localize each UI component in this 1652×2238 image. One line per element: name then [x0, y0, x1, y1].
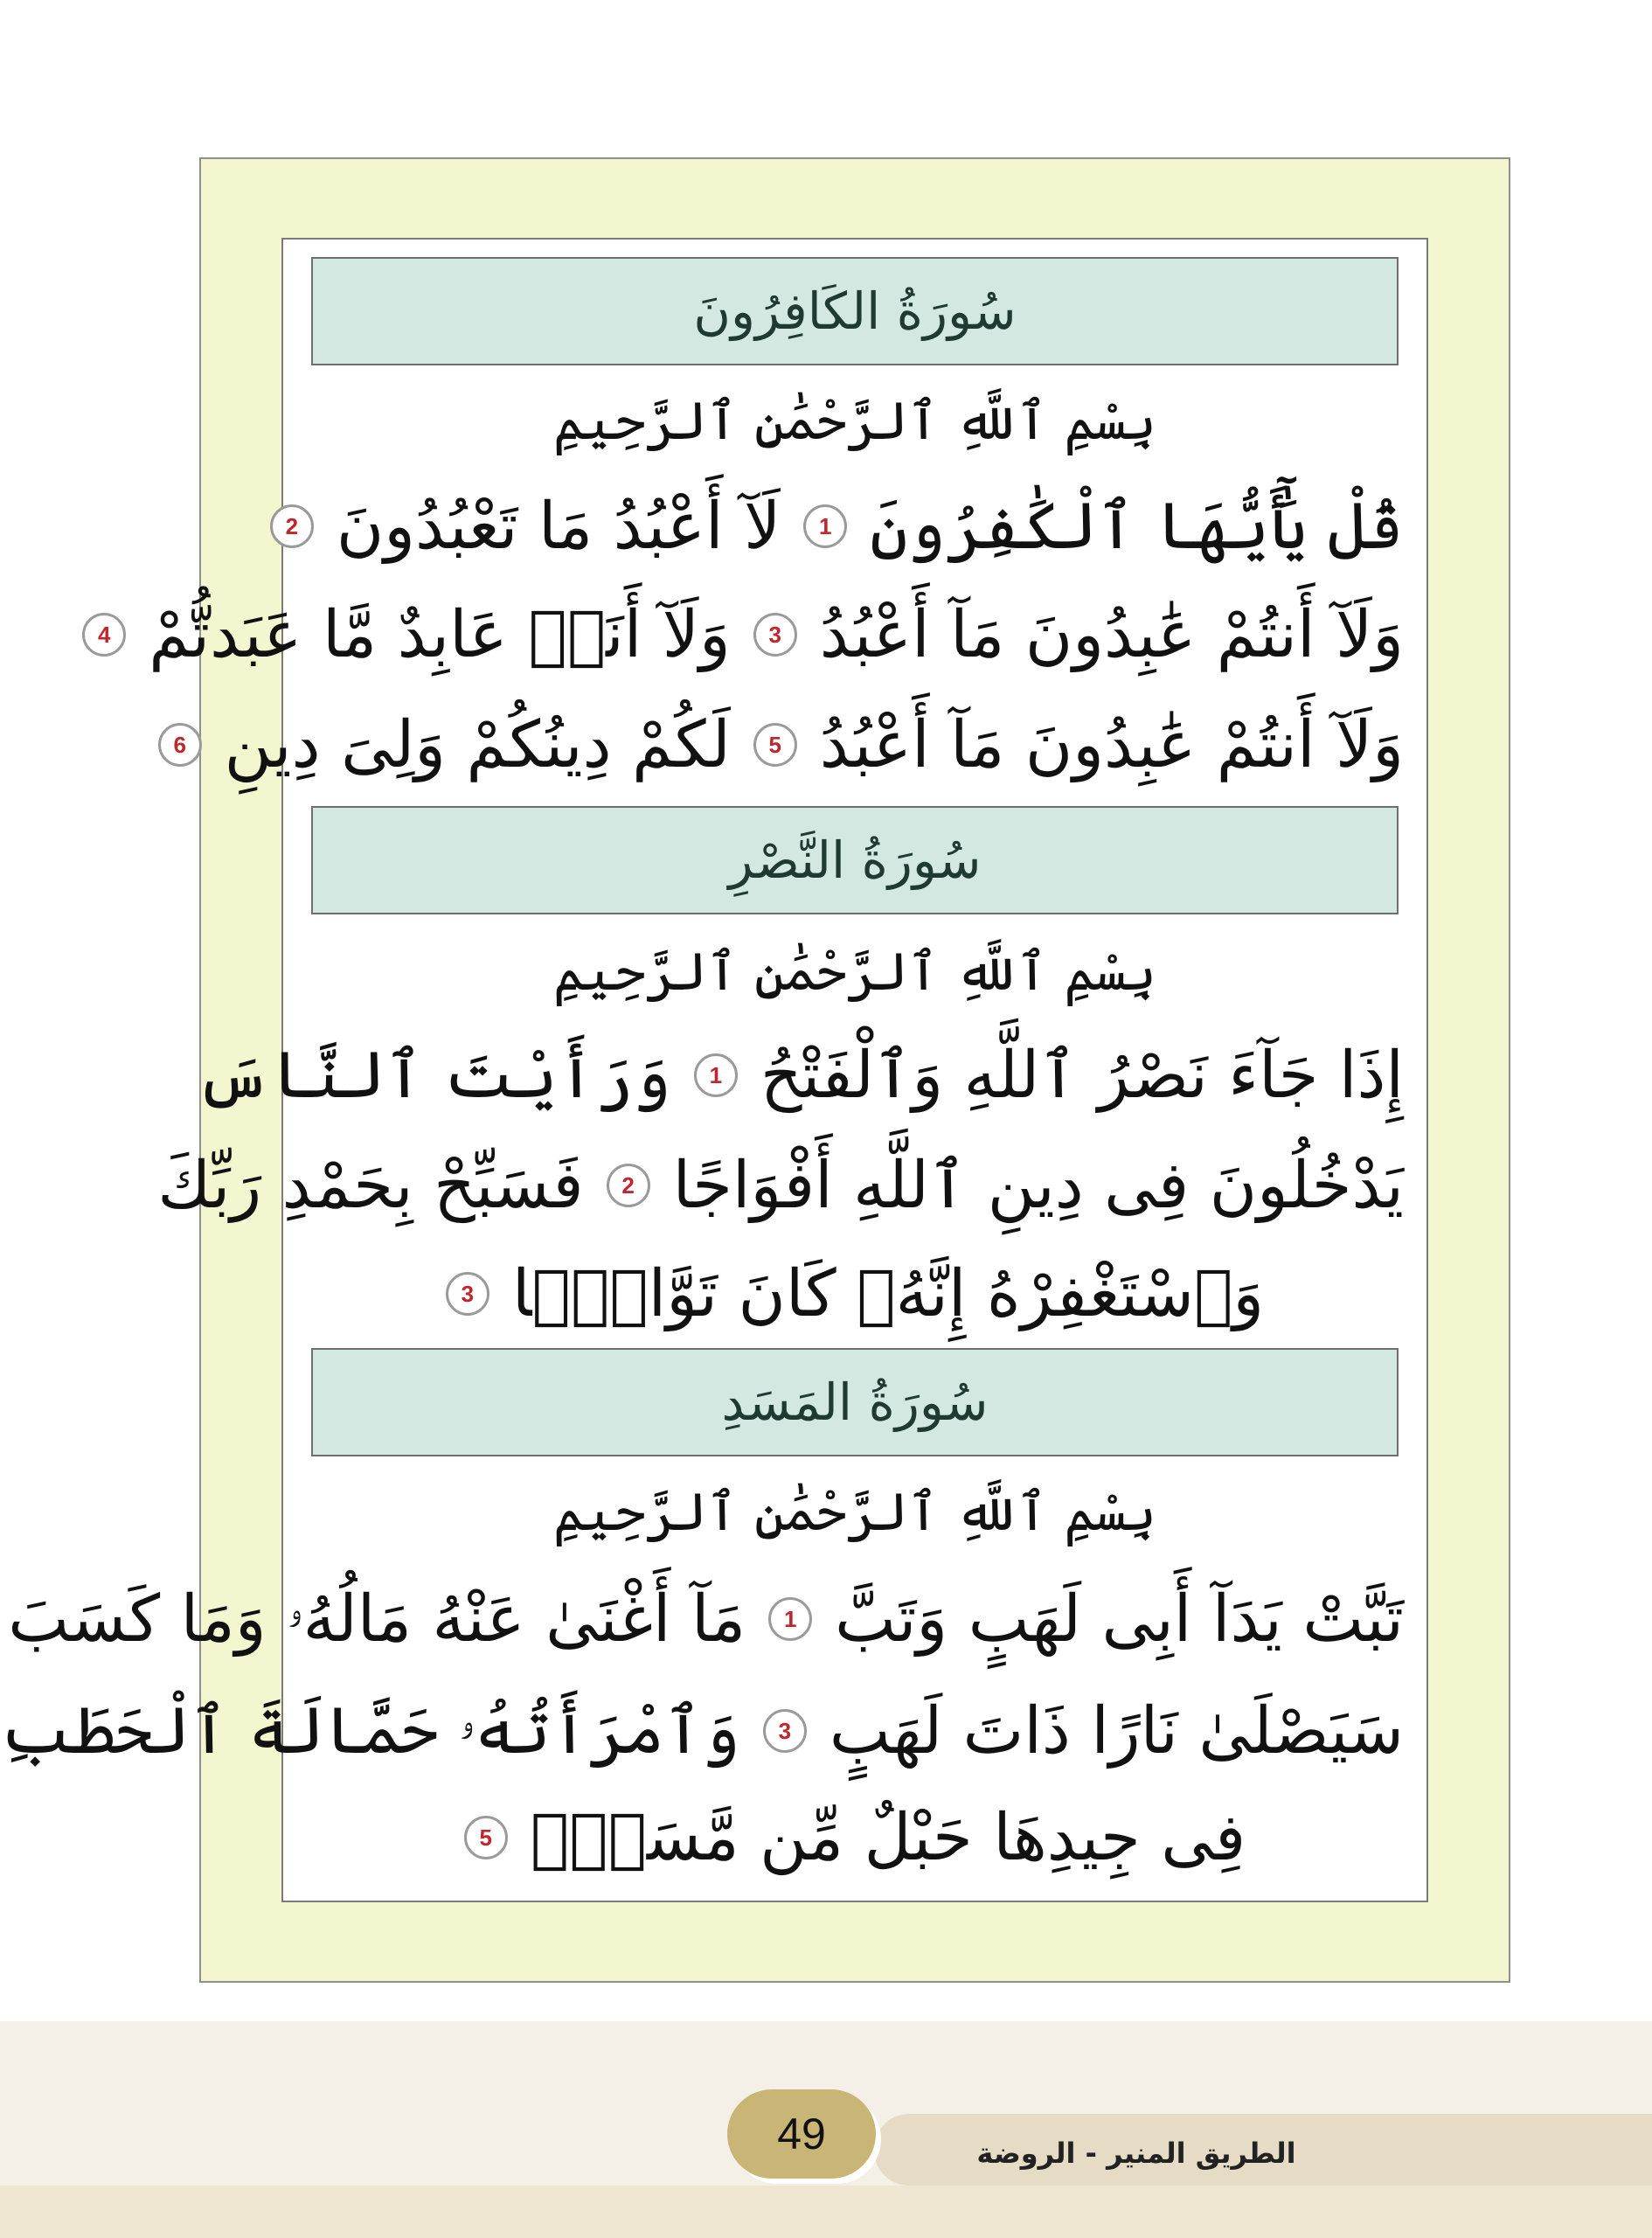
surah-title: سُورَةُ المَسَدِ [721, 1373, 989, 1432]
verse-line [157, 1131, 1404, 1240]
verse-line [8, 1565, 1404, 1673]
ayah-number-badge: 1 [694, 1053, 738, 1097]
footer-bottom-band [0, 2186, 1652, 2238]
verse-text: تَبَّتْ يَدَآ أَبِى لَهَبٍ وَتَبَّ [835, 1581, 1404, 1657]
basmala: بِسْمِ ٱللَّهِ ٱلرَّحْمَٰنِ ٱلرَّحِيمِ [552, 1482, 1157, 1543]
surah-header-al-kafirun [311, 257, 1399, 365]
verse-text: فَسَبِّحْ بِحَمْدِ رَبِّكَ [157, 1148, 584, 1223]
ayah-number-badge: 1 [768, 1597, 812, 1641]
verse-text: لَآ أَعْبُدُ مَا تَعْبُدُونَ [336, 489, 781, 564]
verse-text: يَدْخُلُونَ فِى دِينِ ٱللَّهِ أَفْوَاجًا [672, 1148, 1404, 1223]
verse-text: إِذَا جَآءَ نَصْرُ ٱللَّهِ وَٱلْفَتْحُ [760, 1038, 1404, 1113]
verse-text: سَيَصْلَىٰ نَارًا ذَاتَ لَهَبٍ [829, 1693, 1404, 1769]
verse-text: لَكُمْ دِينُكُمْ وَلِىَ دِينِ [224, 707, 731, 782]
verse-text: وَٱمْرَأَتُهُۥ حَمَّالَةَ ٱلْحَطَبِ [0, 1692, 740, 1769]
verse-text: وَلَآ أَنتُمْ عَٰبِدُونَ مَآ أَعْبُدُ [819, 707, 1404, 782]
verse-text: وَرَأَيْتَ ٱلنَّاسَ [196, 1038, 671, 1113]
verse-line [0, 1677, 1404, 1785]
verse-text: قُلْ يَٰٓأَيُّهَا ٱلْكَٰفِرُونَ [870, 489, 1404, 564]
surah-header-al-masad [311, 1348, 1399, 1456]
ayah-number-badge: 3 [446, 1272, 489, 1316]
ayah-number-badge: 3 [753, 613, 797, 657]
surah-title: سُورَةُ الكَافِرُونَ [693, 281, 1017, 341]
basmala: بِسْمِ ٱللَّهِ ٱلرَّحْمَٰنِ ٱلرَّحِيمِ [552, 391, 1157, 452]
book-title: الطريق المنير - الروضة [976, 2137, 1296, 2170]
ayah-number-badge: 6 [158, 723, 202, 767]
basmala: بِسْمِ ٱللَّهِ ٱلرَّحْمَٰنِ ٱلرَّحِيمِ [552, 942, 1157, 1003]
verse-line [98, 580, 1404, 689]
ayah-number-badge: 4 [82, 613, 126, 657]
ayah-number-badge: 2 [270, 504, 314, 548]
verse-line [173, 691, 1404, 799]
verse-text: وَلَآ أَنَا۠ عَابِدٌ مَّا عَبَدتُّمْ [149, 597, 731, 672]
ayah-number-badge: 1 [803, 504, 847, 548]
page-number: 49 [777, 2109, 826, 2158]
verse-text: وَلَآ أَنتُمْ عَٰبِدُونَ مَآ أَعْبُدُ [819, 597, 1404, 672]
surah-title: سُورَةُ النَّصْرِ [728, 831, 982, 890]
verse-line [306, 1240, 1404, 1348]
verse-line [306, 1783, 1404, 1892]
ayah-number-badge: 5 [464, 1816, 508, 1859]
ayah-number-badge: 3 [763, 1709, 807, 1753]
verse-line [196, 1021, 1404, 1129]
page-number-badge [727, 2089, 876, 2179]
surah-header-an-nasr [311, 806, 1399, 914]
ayah-number-badge: 5 [753, 723, 797, 767]
ayah-number-badge: 2 [607, 1164, 650, 1207]
verse-line [285, 472, 1404, 580]
verse-text: فِى جِيدِهَا حَبْلٌ مِّن مَّسَدٍۭ [530, 1800, 1246, 1875]
verse-text: وَٱسْتَغْفِرْهُ إِنَّهُۥ كَانَ تَوَّابًۢا [511, 1256, 1265, 1331]
verse-text: مَآ أَغْنَىٰ عَنْهُ مَالُهُۥ وَمَا كَسَبَ [8, 1581, 746, 1657]
